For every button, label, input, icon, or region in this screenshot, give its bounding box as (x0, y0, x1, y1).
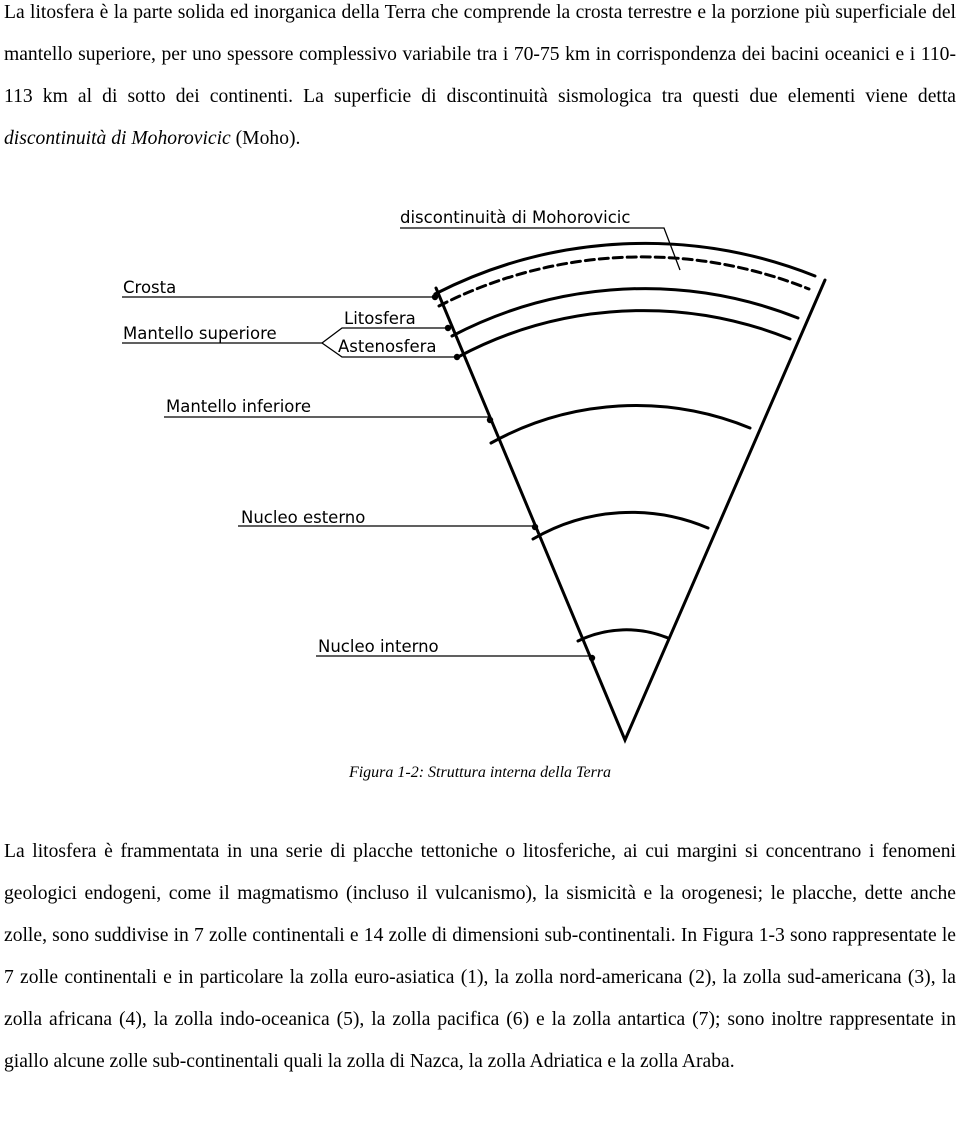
outer-core-boundary-arc (533, 512, 708, 539)
crust-marker (432, 294, 438, 300)
lithosphere-marker (445, 325, 451, 331)
asthenosphere-boundary-arc (458, 311, 790, 357)
wedge-outline (436, 280, 825, 740)
label-crosta: Crosta (123, 278, 177, 297)
label-nucleo-interno: Nucleo interno (318, 637, 439, 656)
label-nucleo-esterno: Nucleo esterno (241, 508, 366, 527)
lower-mantle-boundary-arc (491, 406, 750, 443)
moho-term: discontinuità di Mohorovicic (4, 128, 231, 149)
body-paragraph: La litosfera è frammentata in una serie di placche tettoniche o litosferiche, ai cui margini si concentrano i fenomeni geologici endogeni, come il magmatismo (incluso il vulcanismo), la sismicità e la orogenesi; le placche, dette anche zolle, sono suddivise in 7 zolle continentali e 14 zolle di dimensioni sub-continentali. In Figura 1-3 sono rappresentate le 7 zolle continentali e in particolare la zolla euro-asiatica (1), la zolla nord-americana (2), la zolla sud-americana (3), la zolla africana (4), la zolla indo-oceanica (5), la zolla pacifica (6) e la zolla antartica (7); sono inoltre rappresentate in giallo alcune zolle sub-continentali quali la zolla di Nazca, la zolla Adriatica e la zolla Araba. (4, 841, 956, 1072)
figure-caption: Figura 1-2: Struttura interna della Terra (348, 764, 612, 781)
intro-text-end: (Moho). (230, 128, 301, 149)
asthenosphere-marker (454, 354, 460, 360)
earth-structure-figure (108, 198, 852, 750)
label-astenosfera: Astenosfera (338, 337, 437, 356)
label-moho: discontinuità di Mohorovicic (400, 208, 631, 227)
intro-text: La litosfera è la parte solida ed inorganica della Terra che comprende la crosta terrestre e la porzione più superficiale del mantello superiore, per uno spessore complessivo variabile tra i 70-75 km in corrispondenza dei bacini oceanici e i 110-113 km al di sotto dei continenti. La superficie di discontinuità sismologica tra questi due elementi viene detta (4, 2, 956, 107)
surface-arc (435, 243, 815, 294)
label-mantello-superiore: Mantello superiore (123, 324, 277, 343)
inner-core-marker (589, 655, 595, 661)
moho-leader (400, 228, 680, 270)
lower-mantle-marker (487, 417, 493, 423)
crust-boundary-arc (439, 257, 809, 306)
intro-paragraph (4, 0, 956, 160)
label-mantello-inferiore: Mantello inferiore (166, 397, 311, 416)
outer-core-marker (532, 524, 538, 530)
inner-core-boundary-arc (578, 630, 668, 641)
label-litosfera: Litosfera (344, 309, 416, 328)
